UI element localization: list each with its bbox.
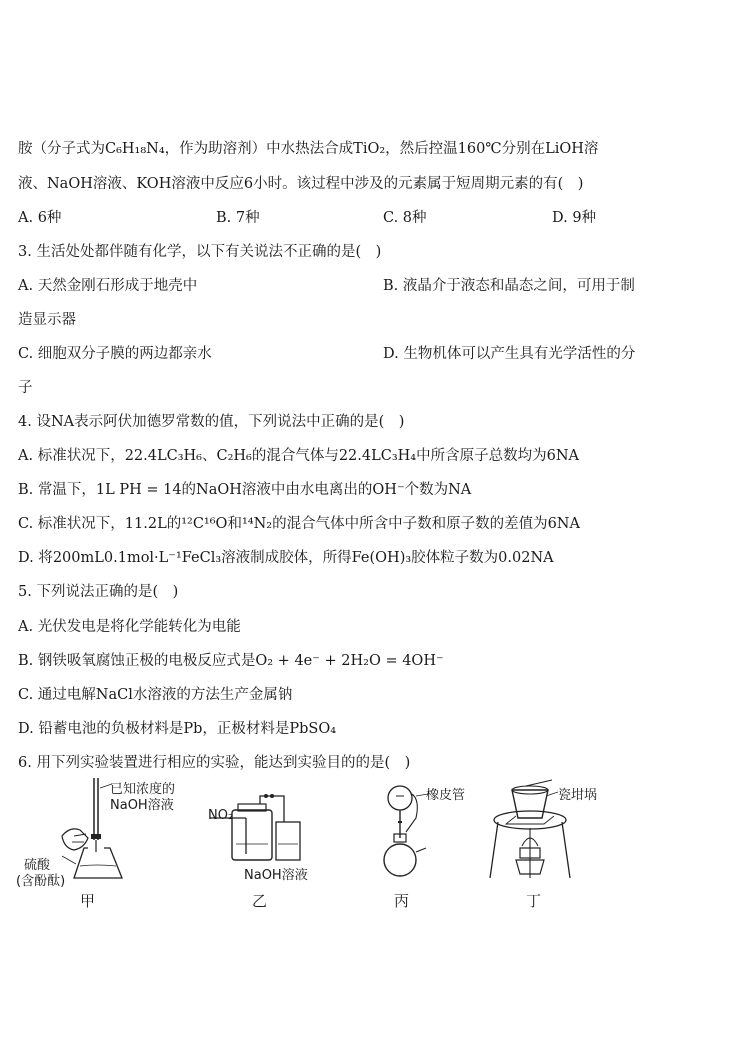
- figure-yi-gas-absorption: [206, 778, 346, 910]
- q3-stem: 3. 生活处处都伴随有化学，以下有关说法不正确的是( ): [18, 244, 382, 260]
- figure-yi-caption: 乙: [252, 892, 268, 910]
- q3-option-a: A. 天然金刚石形成于地壳中: [18, 278, 198, 294]
- gas-label-naoh-solution: NaOH溶液: [244, 868, 308, 883]
- gas-absorption-apparatus-drawing: [206, 778, 346, 878]
- q3-option-b-line1: B. 液晶介于液态和晶态之间，可用于制: [383, 278, 635, 294]
- q3-option-c: C. 细胞双分子膜的两边都亲水: [18, 346, 212, 362]
- q2-option-c: C. 8种: [383, 210, 427, 226]
- figure-jia-titration: [14, 778, 184, 910]
- q2-option-b: B. 7种: [216, 210, 260, 226]
- titration-label-sulfuric-acid: 硫酸: [24, 858, 51, 873]
- q4-option-b: B. 常温下，1L PH = 14的NaOH溶液中由水电离出的OH⁻个数为NA: [18, 482, 472, 498]
- q2-option-a: A. 6种: [18, 210, 62, 226]
- q2-stem-line2: 液、NaOH溶液、KOH溶液中反应6小时。该过程中涉及的元素属于短周期元素的有( ): [18, 176, 584, 192]
- q5-option-a: A. 光伏发电是将化学能转化为电能: [18, 619, 241, 635]
- q4-option-a: A. 标准状况下，22.4LC₃H₆、C₂H₆的混合气体与22.4LC₃H₄中所含原子总数均为6NA: [18, 448, 579, 464]
- q4-stem: 4. 设NA表示阿伏加德罗常数的值，下列说法中正确的是( ): [18, 414, 405, 430]
- q3-option-d-line2: 子: [18, 380, 33, 396]
- q2-option-d: D. 9种: [552, 210, 597, 226]
- q2-stem-line1: 胺（分子式为C₆H₁₈N₄，作为助溶剂）中水热法合成TiO₂，然后控温160℃分别在LiOH溶: [18, 141, 599, 157]
- figure-bing-caption: 丙: [394, 892, 410, 910]
- q3-option-d-line1: D. 生物机体可以产生具有光学活性的分: [383, 346, 636, 362]
- q5-option-d: D. 铅蓄电池的负极材料是Pb，正极材料是PbSO₄: [18, 721, 337, 737]
- figure-bing-flask: [376, 778, 486, 910]
- q5-option-b: B. 钢铁吸氧腐蚀正极的电极反应式是O₂ + 4e⁻ + 2H₂O = 4OH⁻: [18, 653, 444, 669]
- q3-option-b-line2: 造显示器: [18, 312, 76, 328]
- figure-ding-crucible: [486, 778, 616, 910]
- titration-label-phenolphthalein: (含酚酞): [16, 874, 66, 889]
- figure-ding-caption: 丁: [526, 892, 542, 910]
- titration-label-naoh: NaOH溶液: [110, 798, 174, 813]
- titration-label-known-concentration: 已知浓度的: [110, 782, 176, 797]
- q4-option-c: C. 标准状况下，11.2L的¹²C¹⁶O和¹⁴N₂的混合气体中所含中子数和原子数的差值为6NA: [18, 516, 580, 532]
- q6-stem: 6. 用下列实验装置进行相应的实验，能达到实验目的的是( ): [18, 755, 411, 771]
- figure-jia-caption: 甲: [80, 892, 96, 910]
- q4-option-d: D. 将200mL0.1mol·L⁻¹FeCl₃溶液制成胶体，所得Fe(OH)₃胶体粒子数为0.02NA: [18, 550, 554, 566]
- flask-label-rubber-tube: 橡皮管: [426, 788, 466, 803]
- q5-option-c: C. 通过电解NaCl水溶液的方法生产金属钠: [18, 687, 293, 703]
- q5-stem: 5. 下列说法正确的是( ): [18, 584, 179, 600]
- crucible-label-porcelain: 瓷坩埚: [558, 788, 598, 803]
- gas-label-no2: NO₂: [208, 808, 234, 823]
